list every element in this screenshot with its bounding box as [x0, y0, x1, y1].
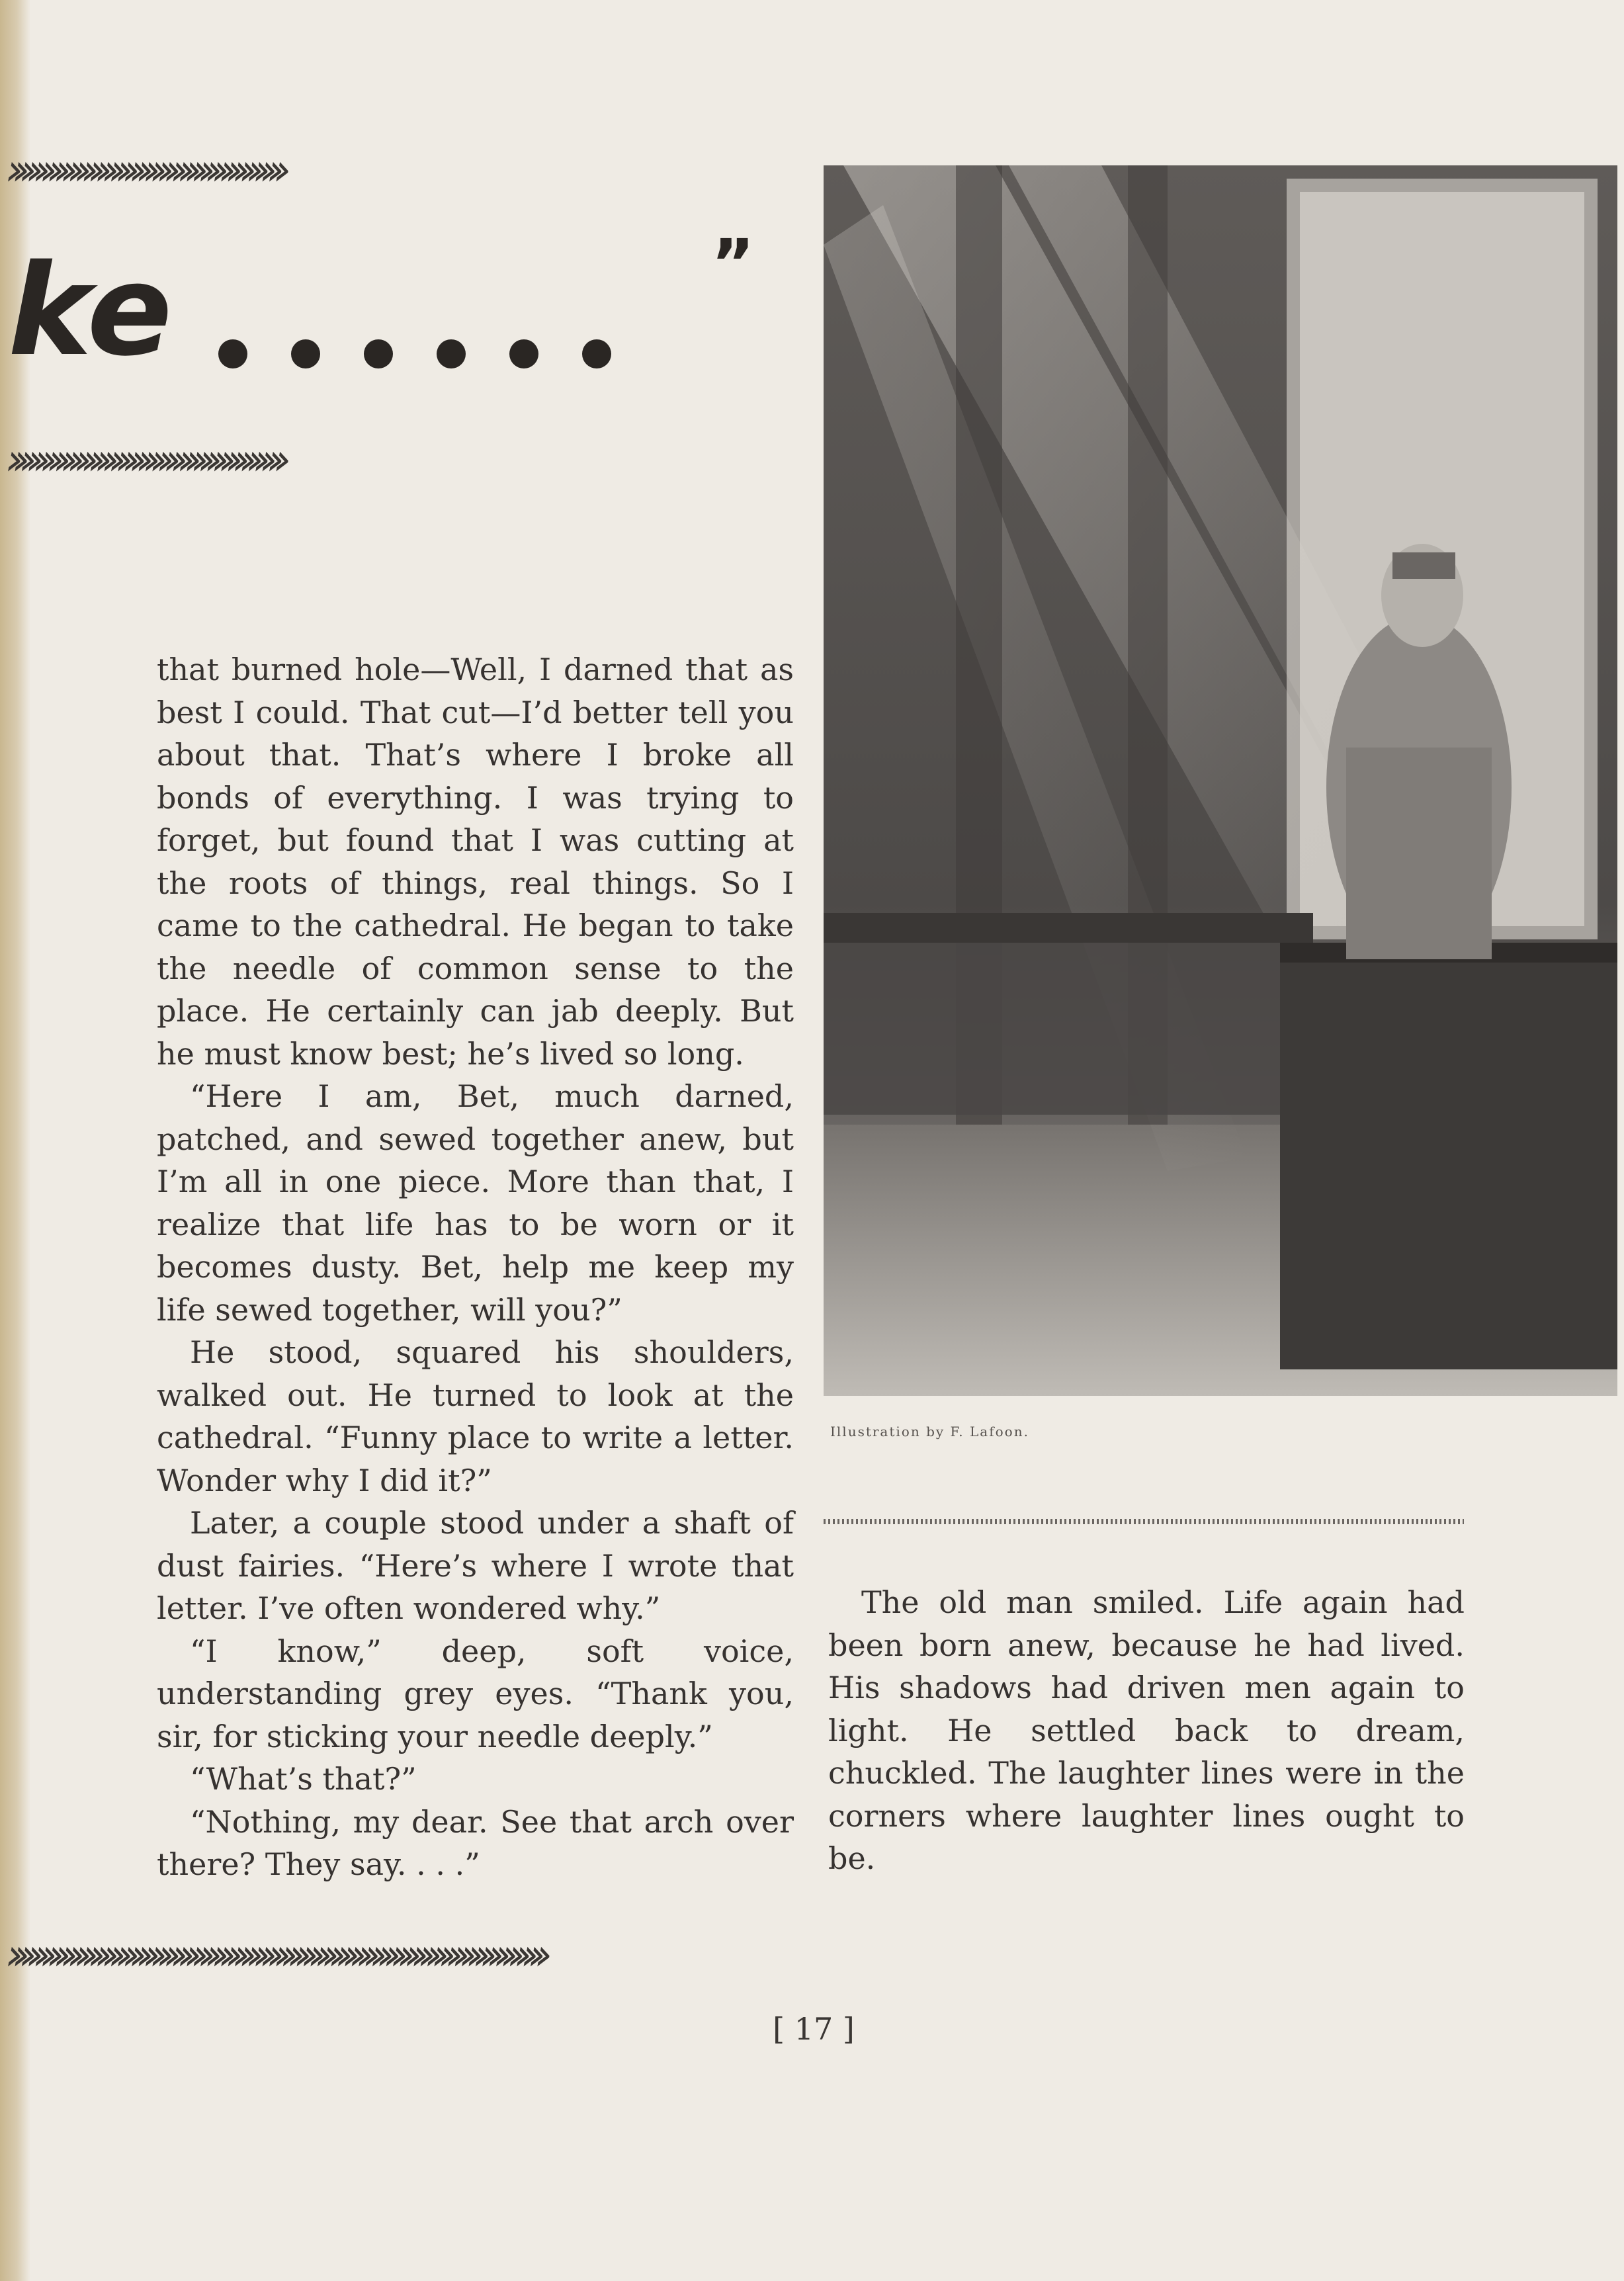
- title-dot: [582, 339, 611, 368]
- page-number: [ 17 ]: [773, 2011, 855, 2047]
- paragraph: that burned hole—Well, I darned that as best I could. That cut—I’d better tell you about that. That’s where I broke all bonds of everything. I was trying to forget, but found that I was cutting at the roots of things, real things. So I came to the cathedral. He began to take the needle of common sense to the place. He certainly can jab deeply. But he must know best; he’s lived so long.: [157, 652, 794, 1072]
- paragraph: “Here I am, Bet, much darned, patched, and sewed together anew, but I’m all in one piece. More than that, I realize that life has to be worn or it becomes dusty. Bet, help me keep my life sewed together, will you?”: [157, 1078, 794, 1328]
- bottom-chevron-border: ››››››››››››››››››››››››››››››››››››››››››››››››››››››››››››››››››››››››››››››: [5, 1932, 542, 1978]
- paragraph: “I know,” deep, soft voice, understanding grey eyes. “Thank you, sir, for sticking your needle deeply.”: [157, 1633, 794, 1754]
- dotted-divider: [824, 1519, 1464, 1524]
- cathedral-illustration: [824, 165, 1617, 1396]
- paragraph: The old man smiled. Life again had been born anew, because he had lived. His shadows had driven men again to light. He settled back to dream, chuckled. The laughter lines were in the corners where laughter lines ought to be.: [828, 1584, 1465, 1876]
- left-text-column: [157, 648, 794, 1886]
- right-text-column: [828, 1581, 1465, 1880]
- cathedral-illustration-art: [824, 165, 1617, 1396]
- title-dot: [509, 339, 538, 368]
- paragraph: “What’s that?”: [190, 1761, 417, 1797]
- title-dot-leaders: [218, 339, 681, 370]
- illustration-caption: Illustration by F. Lafoon.: [830, 1424, 1029, 1440]
- middle-chevron-border: ››››››››››››››››››››››››››››››››››››››››: [5, 437, 280, 483]
- title-fragment: ke: [8, 237, 173, 384]
- title-dot: [364, 339, 393, 368]
- title-dot: [437, 339, 466, 368]
- paragraph: He stood, squared his shoulders, walked out. He turned to look at the cathedral. “Funny place to write a letter. Wonder why I did it?”: [157, 1334, 794, 1498]
- title-dot: [291, 339, 320, 368]
- top-chevron-border: ››››››››››››››››››››››››››››››››››››››››: [5, 147, 280, 193]
- title-dot: [218, 339, 247, 368]
- title-closing-quote: ”: [711, 225, 755, 302]
- paragraph: “Nothing, my dear. See that arch over there? They say. . . .”: [157, 1803, 794, 1882]
- paragraph: Later, a couple stood under a shaft of dust fairies. “Here’s where I wrote that letter. I’ve often wondered why.”: [157, 1505, 794, 1626]
